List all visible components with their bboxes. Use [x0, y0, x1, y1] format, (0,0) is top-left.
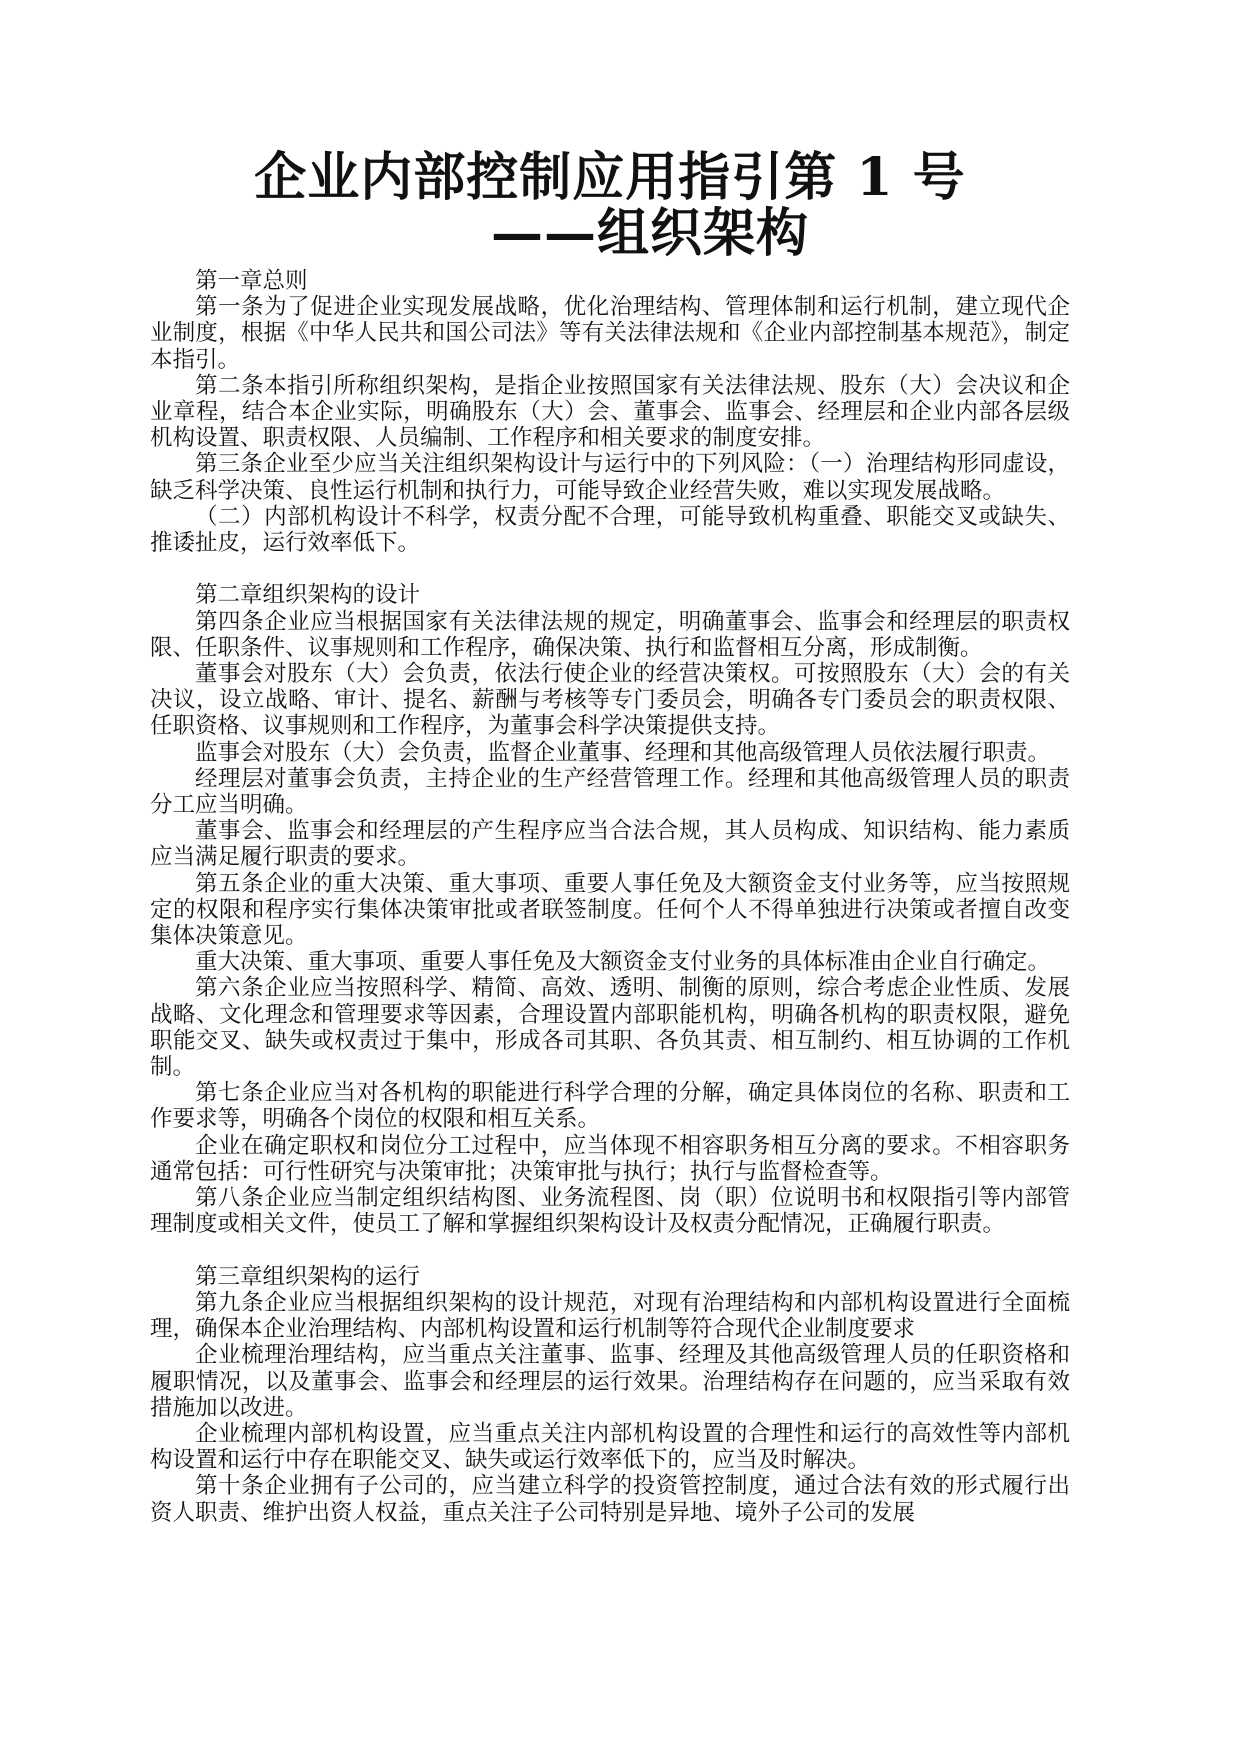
blank-line — [150, 556, 1070, 582]
paragraph: 第十条企业拥有子公司的，应当建立科学的投资管控制度，通过合法有效的形式履行出资人职责、维护出资人权益，重点关注子公司特别是异地、境外子公司的发展 — [150, 1473, 1070, 1526]
paragraph: 第六条企业应当按照科学、精简、高效、透明、制衡的原则，综合考虑企业性质、发展战略、文化理念和管理要求等因素，合理设置内部职能机构，明确各机构的职责权限，避免职能交叉、缺失或权责过于集中，形成各司其职、各负其责、相互制约、相互协调的工作机制。 — [150, 975, 1070, 1081]
paragraph: 经理层对董事会负责，主持企业的生产经营管理工作。经理和其他高级管理人员的职责分工应当明确。 — [150, 765, 1070, 819]
paragraph: 第八条企业应当制定组织结构图、业务流程图、岗（职）位说明书和权限指引等内部管理制度或相关文件，使员工了解和掌握组织架构设计及权责分配情况，正确履行职责。 — [150, 1185, 1070, 1238]
paragraph: 监事会对股东（大）会负责，监督企业董事、经理和其他高级管理人员依法履行职责。 — [195, 739, 1051, 766]
document-page — [150, 147, 1070, 1526]
paragraph: 第七条企业应当对各机构的职能进行科学合理的分解，确定具体岗位的名称、职责和工作要求等，明确各个岗位的权限和相互关系。 — [150, 1080, 1070, 1133]
paragraph: 重大决策、重大事项、重要人事任免及大额资金支付业务的具体标准由企业自行确定。 — [195, 949, 1051, 976]
paragraph: 第三条企业至少应当关注组织架构设计与运行中的下列风险：（一）治理结构形同虚设，缺乏科学决策、良性运行机制和执行力，可能导致企业经营失败，难以实现发展战略。 — [150, 451, 1070, 504]
chapter-heading: 第一章总则 — [195, 268, 308, 294]
paragraph: 企业在确定职权和岗位分工过程中，应当体现不相容职务相互分离的要求。不相容职务通常包括：可行性研究与决策审批；决策审批与执行；执行与监督检查等。 — [150, 1132, 1070, 1185]
title-line-1: 企业内部控制应用指引第 1 号 — [254, 147, 966, 208]
paragraph: 企业梳理内部机构设置，应当重点关注内部机构设置的合理性和运行的高效性等内部机构设置和运行中存在职能交叉、缺失或运行效率低下的，应当及时解决。 — [150, 1420, 1070, 1474]
paragraph: （二）内部机构设计不科学，权责分配不合理，可能导致机构重叠、职能交叉或缺失、推诿扯皮，运行效率低下。 — [150, 503, 1070, 557]
paragraph: 企业梳理治理结构，应当重点关注董事、监事、经理及其他高级管理人员的任职资格和履职情况，以及董事会、监事会和经理层的运行效果。治理结构存在问题的，应当采取有效措施加以改进。 — [150, 1342, 1070, 1421]
paragraph: 第二条本指引所称组织架构，是指企业按照国家有关法律法规、股东（大）会决议和企业章程，结合本企业实际，明确股东（大）会、董事会、监事会、经理层和企业内部各层级机构设置、职责权限、人员编制、工作程序和相关要求的制度安排。 — [150, 372, 1070, 452]
paragraph: 第五条企业的重大决策、重大事项、重要人事任免及大额资金支付业务等，应当按照规定的权限和程序实行集体决策审批或者联签制度。任何个人不得单独进行决策或者擅自改变集体决策意见。 — [150, 870, 1070, 950]
chapter-heading: 第二章组织架构的设计 — [195, 582, 421, 609]
chapter-heading: 第三章组织架构的运行 — [195, 1263, 421, 1290]
document-title — [150, 147, 1070, 264]
paragraph: 第四条企业应当根据国家有关法律法规的规定，明确董事会、监事会和经理层的职责权限、任职条件、议事规则和工作程序，确保决策、执行和监督相互分离，形成制衡。 — [150, 608, 1070, 661]
blank-line — [150, 1238, 1070, 1264]
title-line-2: ——组织架构 — [490, 203, 809, 264]
paragraph: 第一条为了促进企业实现发展战略，优化治理结构、管理体制和运行机制，建立现代企业制度，根据《中华人民共和国公司法》等有关法律法规和《企业内部控制基本规范》，制定本指引。 — [150, 294, 1070, 373]
paragraph: 董事会、监事会和经理层的产生程序应当合法合规，其人员构成、知识结构、能力素质应当满足履行职责的要求。 — [150, 818, 1070, 871]
paragraph: 第九条企业应当根据组织架构的设计规范，对现有治理结构和内部机构设置进行全面梳理，确保本企业治理结构、内部机构设置和运行机制等符合现代企业制度要求 — [150, 1289, 1070, 1343]
document-body — [150, 268, 1070, 1526]
paragraph: 董事会对股东（大）会负责，依法行使企业的经营决策权。可按照股东（大）会的有关决议，设立战略、审计、提名、薪酬与考核等专门委员会，明确各专门委员会的职责权限、任职资格、议事规则和工作程序，为董事会科学决策提供支持。 — [150, 661, 1070, 740]
